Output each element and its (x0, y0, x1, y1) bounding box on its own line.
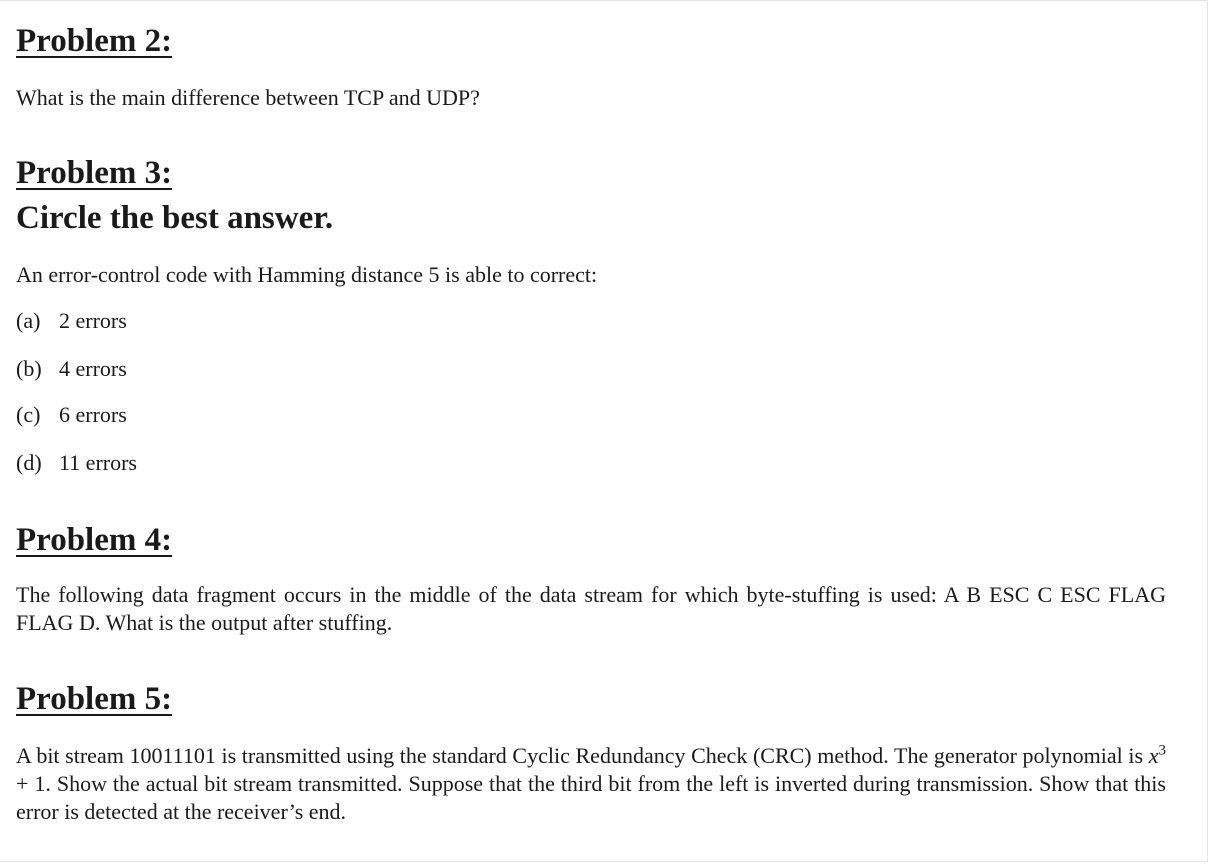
option-b-text: 4 errors (59, 356, 127, 381)
problem-4-question: The following data fragment occurs in the middle of the data stream for which byte-stuffing is used: A B ESC C ESC FLAG FLAG D. What is the output after stuffing. (16, 582, 1166, 635)
problem-5-question (16, 742, 1166, 826)
option-b (16, 355, 127, 383)
option-d-label: (d) (16, 450, 42, 475)
problem-5-text-part1: A bit stream 10011101 is transmitted using the standard Cyclic Redundancy Check (CRC) method. The generator polynomial is (16, 743, 1149, 768)
problem-5-text-part2: . Show the actual bit stream transmitted. Suppose that the third bit from the left is inverted during transmission. Show that this error is detected at the receiver’s end. (16, 771, 1166, 824)
problem-4-title: Problem 4: (16, 522, 173, 558)
option-c-label: (c) (16, 402, 41, 427)
problem-3-title: Problem 3: (16, 155, 173, 191)
problem-5-title: Problem 5: (16, 681, 173, 717)
option-a-text: 2 errors (59, 308, 127, 333)
polynomial-variable: x (1148, 743, 1159, 768)
option-a (16, 307, 127, 335)
option-d (16, 449, 137, 477)
option-c (16, 401, 127, 429)
problem-3-instruction: Circle the best answer. (16, 200, 334, 236)
polynomial-rest: + 1 (16, 771, 46, 796)
polynomial-exponent: 3 (1158, 742, 1166, 759)
option-d-text: 11 errors (59, 450, 137, 475)
problem-2-title: Problem 2: (16, 23, 173, 59)
option-b-label: (b) (16, 356, 42, 381)
problem-3-question: An error-control code with Hamming distance 5 is able to correct: (16, 262, 598, 287)
problem-2-question: What is the main difference between TCP and UDP? (16, 85, 480, 110)
option-a-label: (a) (16, 308, 41, 333)
option-c-text: 6 errors (59, 402, 127, 427)
